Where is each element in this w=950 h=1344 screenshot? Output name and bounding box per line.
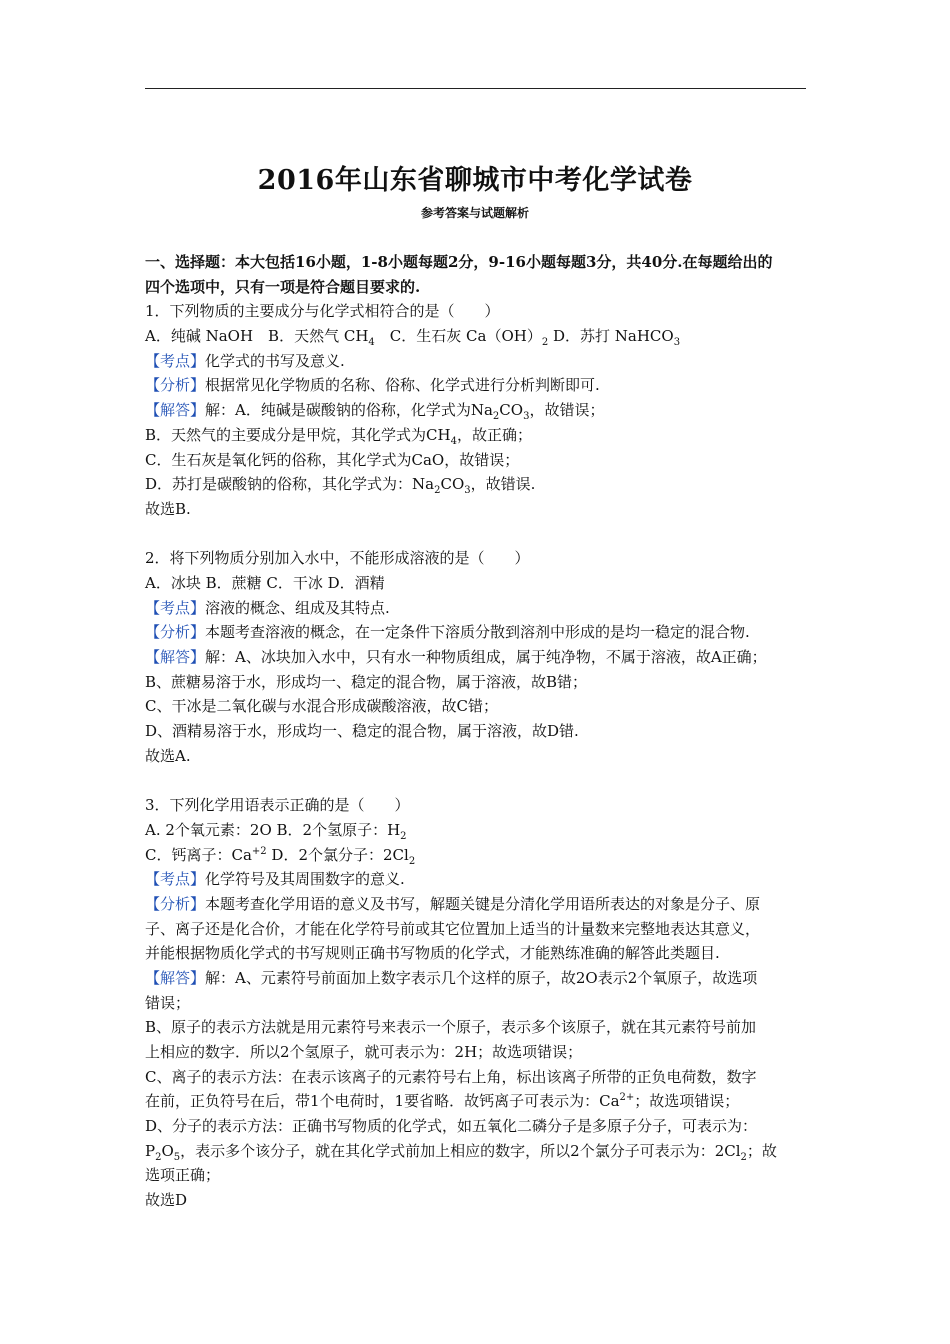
q3-options-cd: C．钙离子：$Ca^{+2}$ D．2个氯分子：$2Cl_2$ <box>145 845 416 867</box>
q2-answer: 故选A. <box>145 746 191 765</box>
q2-fenxi: 【分析】本题考查溶液的概念，在一定条件下溶质分散到溶剂中形成的是均一稳定的混合物. <box>145 623 750 642</box>
q3-stem: 3．下列化学用语表示正确的是（ ） <box>145 796 410 815</box>
q3-options-ab: A. 2个氧元素：2O B．2个氢原子：$H_2$ <box>145 820 407 842</box>
q3-fenxi-cont: 并能根据物质化学式的书写规则正确书写物质的化学式，才能熟练准确的解答此类题目. <box>145 944 720 963</box>
q3-jieda-b: B、原子的表示方法就是用元素符号来表示一个原子，表示多个该原子，就在其元素符号前加 <box>145 1018 757 1037</box>
q1-jieda: 【解答】解：A．纯碱是碳酸钠的俗称，化学式为$Na_2CO_3$，故错误； <box>145 401 605 423</box>
q3-jieda-c: C、离子的表示方法：在表示该离子的元素符号右上角，标出该离子所带的正负电荷数，数字 <box>145 1067 757 1086</box>
q3-jieda-d-cont: 选项正确； <box>145 1166 221 1185</box>
q1-answer: 故选B. <box>145 499 191 518</box>
fenxi-tag: 【分析】 <box>145 623 206 642</box>
q2-options: A．冰块 B．蔗糖 C．干冰 D．酒精 <box>145 573 385 592</box>
q3-jieda-d: D、分子的表示方法：正确书写物质的化学式，如五氧化二磷分子是多原子分子，可表示为： <box>145 1117 758 1136</box>
q3-jieda-b-cont: 上相应的数字．所以2个氢原子，就可表示为：2H；故选项错误； <box>145 1043 583 1061</box>
header-rule <box>145 88 806 89</box>
q2-jieda-c: C、干冰是二氧化碳与水混合形成碳酸溶液，故C错； <box>145 697 498 716</box>
q3-jieda: 【解答】解：A、元素符号前面加上数字表示几个这样的原子，故2O表示2个氧原子，故选项 <box>145 968 758 987</box>
jieda-tag: 【解答】 <box>145 968 206 987</box>
q1-stem: 1．下列物质的主要成分与化学式相符合的是（ ） <box>145 302 500 321</box>
kaodian-tag: 【考点】 <box>145 351 206 370</box>
kaodian-tag: 【考点】 <box>145 598 206 617</box>
q3-answer: 故选D <box>145 1191 188 1210</box>
q1-jieda-b: B．天然气的主要成分是甲烷，其化学式为$CH_4$，故正确； <box>145 425 532 447</box>
q2-kaodian: 【考点】溶液的概念、组成及其特点. <box>145 598 390 617</box>
q1-options: A．纯碱 NaOH B．天然气 $CH_4$ C．生石灰 $Ca(OH)_2$ D．苏打 NaHCO$_3$ <box>145 327 681 349</box>
spacer <box>145 768 810 793</box>
q2-jieda-b: B、蔗糖易溶于水，形成均一、稳定的混合物，属于溶液，故B错； <box>145 672 588 691</box>
q2-stem: 2．将下列物质分别加入水中，不能形成溶液的是（ ） <box>145 549 530 568</box>
section-heading-cont: 四个选项中，只有一项是符合题目要求的. <box>145 277 421 296</box>
q3-jieda-cont: 错误； <box>145 993 191 1012</box>
q1-jieda-c: C．生石灰是氧化钙的俗称，其化学式为CaO，故错误； <box>145 450 520 469</box>
q1-fenxi: 【分析】根据常见化学物质的名称、俗称、化学式进行分析判断即可. <box>145 376 600 395</box>
q2-jieda: 【解答】解：A、冰块加入水中，只有水一种物质组成，属于纯净物，不属于溶液，故A正确； <box>145 648 767 666</box>
q3-jieda-d-cont: $P_2O_5$，表示多个该分子，就在其化学式前加上相应的数字，所以2个氯分子可表示为：$2Cl_2$；故 <box>145 1141 777 1163</box>
kaodian-tag: 【考点】 <box>145 870 206 889</box>
q3-fenxi-cont: 子、离子还是化合价，才能在化学符号前或其它位置加上适当的计量数来完整地表达其意义， <box>145 919 761 938</box>
page-subtitle: 参考答案与试题解析 <box>420 206 529 220</box>
q1-kaodian: 【考点】化学式的书写及意义. <box>145 351 345 370</box>
q3-fenxi: 【分析】本题考查化学用语的意义及书写，解题关键是分清化学用语所表达的对象是分子、原 <box>145 894 761 913</box>
q3-kaodian: 【考点】化学符号及其周围数字的意义. <box>145 870 405 889</box>
section-heading: 一、选择题：本大包括16小题，1-8小题每题2分，9-16小题每题3分，共40分.在每题给出的 <box>145 253 773 271</box>
fenxi-tag: 【分析】 <box>145 894 206 913</box>
jieda-tag: 【解答】 <box>145 648 206 666</box>
spacer <box>145 522 810 547</box>
q2-jieda-d: D、酒精易溶于水，形成均一、稳定的混合物，属于溶液，故D错. <box>145 722 579 741</box>
q1-jieda-d: D．苏打是碳酸钠的俗称，其化学式为：$Na_2CO_3$，故错误. <box>145 475 536 497</box>
jieda-tag: 【解答】 <box>145 401 206 420</box>
fenxi-tag: 【分析】 <box>145 376 206 395</box>
page-title: 2016年山东省聊城市中考化学试卷 <box>257 165 693 196</box>
q3-jieda-c-cont: 在前，正负符号在后，带1个电荷时，1要省略．故钙离子可表示为：$Ca^{2+}$；故选项错误； <box>145 1092 740 1111</box>
document-body <box>145 250 810 1213</box>
